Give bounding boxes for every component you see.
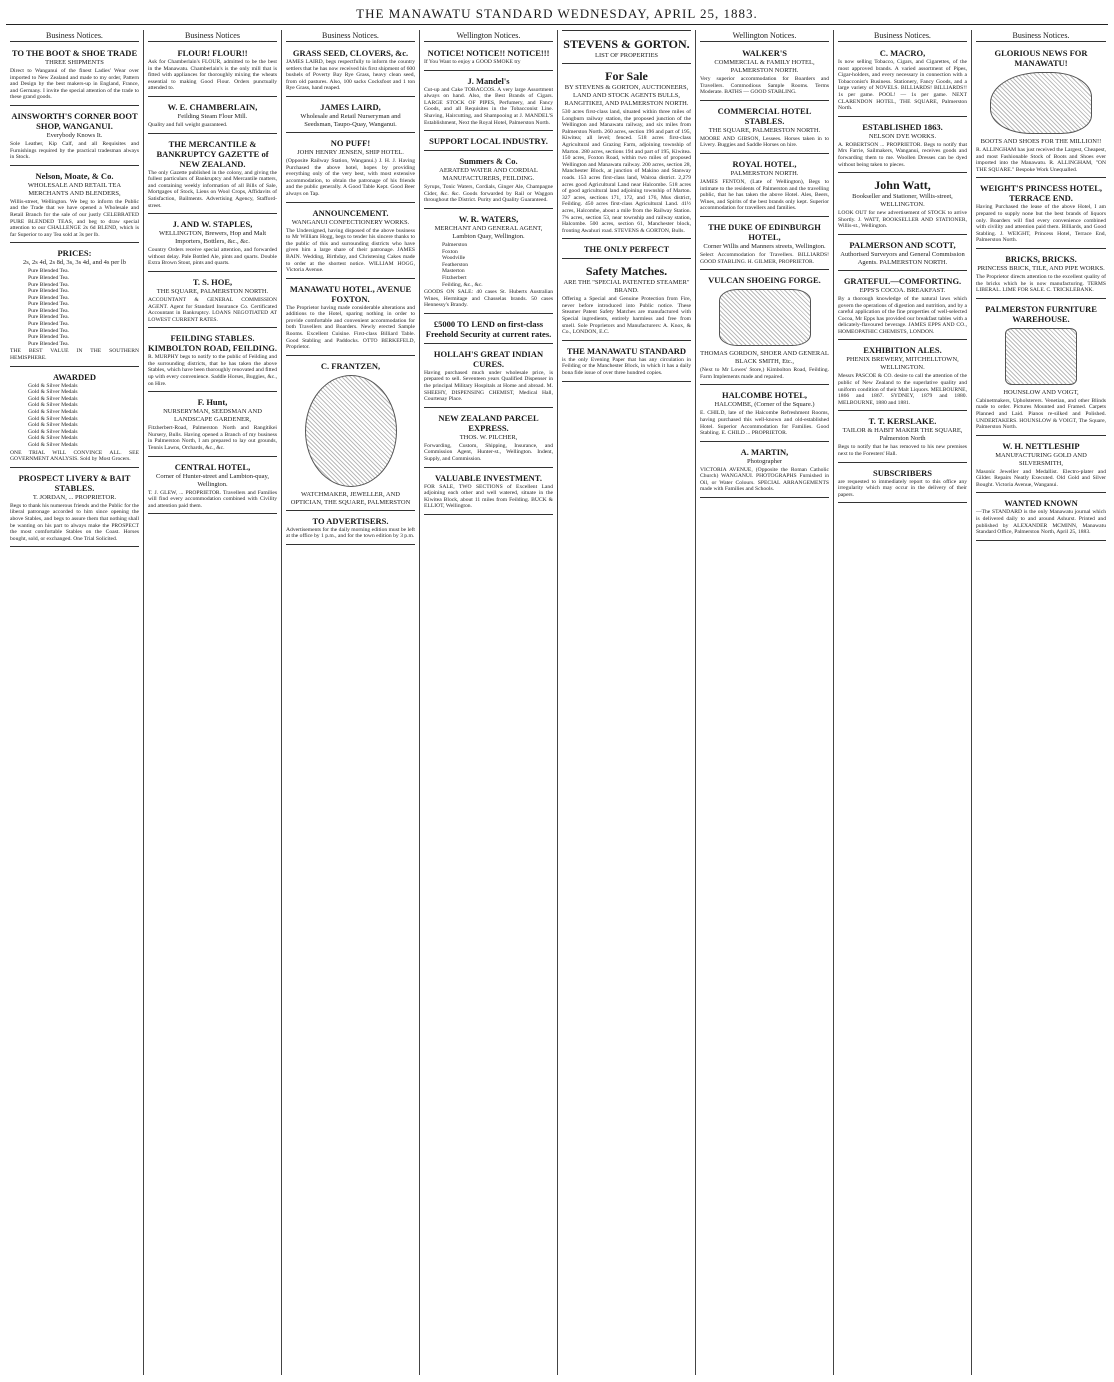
ad-subtitle: Feilding Steam Flour Mill.: [177, 112, 248, 120]
column-header: Business Notices.: [976, 30, 1106, 42]
ad-subtitle: PRINCESS BRICK, TILE, AND PIPE WORKS.: [977, 264, 1105, 272]
advertisement: [424, 316, 553, 344]
advertisement: [10, 45, 139, 106]
ad-body: 530 acres first-class land, situated within three miles of Longburn railway station, the proposed junction of the Wellington and Manawatu railway, and six miles from Palmerston North. 260 acres, section 196 and part of 195, Kiwitea; all level; fenced. 518 acres first-class Agricultural and Grazing Farm, adjoining township of Marton. 280 acres, sections 194 and part of 195, Kiwitea. 150 acres, Foxton Road, within two miles of proposed Wellington and Manawatu railway. 200 acres, section 28, Manchester Block, at junction of Makino and Stanway roads. 153 acres first-class land, Wairoa district. 2,279 acres good Agricultural Land near Halcombe. 518 acres of good agricultural land adjoining township of Marton. 327 acres, sections 171, 172, and 176, Mus district, Feilding. 450 acres first-class Agricultural Land. 41½ acres, Halcombe, about a mile from the Railway Station. 7¾ acres, section 53, near township and railway station, Halcombe. 500 acres, section 61, Manchester block, fronting Awahuri road. STEVENS & GORTON, Bulls.: [562, 109, 691, 234]
advertisement: [838, 175, 967, 235]
advertisement: [976, 45, 1106, 178]
advertisement: [286, 513, 415, 545]
list-item: Featherston: [442, 261, 469, 268]
ad-subtitle: THOS. W. PILCHER,: [459, 433, 518, 441]
ad-subtitle: BY STEVENS & GORTON, AUCTIONEERS, LAND AND STOCK AGENTS BULLS, RANGITIKEI, AND PALMERSTON NORTH.: [564, 84, 689, 107]
advertisement: [148, 45, 277, 97]
advertisement: [10, 168, 139, 244]
advertisement: [976, 251, 1106, 299]
list-item: Pure Blended Tea.: [28, 294, 69, 301]
advertisement: [10, 369, 139, 468]
advertisement: [10, 108, 139, 166]
advertisement: [838, 237, 967, 271]
ad-title: NOTICE! NOTICE!! NOTICE!!!: [427, 48, 550, 58]
ad-body: Select Accommodation for Travellers. BILLIARDS! GOOD STABLING. H. GILMER, PROPRIETOR.: [700, 251, 829, 265]
ad-title: A. MARTIN,: [740, 446, 789, 457]
ad-body: —The STANDARD is the only Manawatu journal which is delivered daily to and around Ashurst. Printed and published by ALEXANDER MCMINN, Manawatu Standard Office, Palmerston North, April 25, 1883.: [976, 509, 1106, 536]
ad-title: VALUABLE INVESTMENT.: [435, 472, 542, 483]
ad-title: COMMERCIAL HOTEL STABLES.: [717, 105, 812, 126]
advertisement: [424, 346, 553, 408]
ad-title: Summers & Co.: [459, 156, 518, 167]
ad-subtitle: NURSERYMAN, SEEDSMAN AND LANDSCAPE GARDENER,: [163, 408, 262, 424]
ad-body: R. ALLINGHAM has just received the Largest, Cheapest, and most Fashionable Stock of Boots and Shoes ever imported into the Manawatu. R. ALLINGHAM, "ON THE SQUARE." Bespoke Work Unequalled.: [976, 147, 1106, 173]
advertisement: [10, 470, 139, 548]
ad-title: J. Mandel's: [467, 75, 510, 86]
ad-body: Quality and full weight guaranteed.: [148, 121, 228, 128]
advertisement: [424, 45, 553, 71]
ad-subtitle: COMMERCIAL & FAMILY HOTEL, PALMERSTON NORTH.: [714, 59, 815, 74]
ad-body: Cut-up and Cake TOBACCOS. A very large Assortment always on hand. Also, the Best Brands of Cigars. LARGE STOCK OF PIPES, Perfumery, and Fancy Goods, and all Requisites in the Tobacconist Line. Shaving, Haircutting, and Shampooing at J. MANDEL'S Establishment, Next the Royal Hotel, Palmerston North.: [424, 86, 553, 126]
ad-body: If You Want to enjoy a GOOD SMOKE try: [424, 59, 521, 65]
ad-title: PRICES:: [57, 248, 92, 259]
ad-title: THE MERCANTILE & BANKRUPTCY GAZETTE of NEW ZEALAND.: [156, 138, 269, 169]
ad-title: For Sale: [605, 69, 648, 83]
advertisement: [148, 394, 277, 456]
ad-body: Offering a Special and Genuine Protection from Fire, never before introduced into Public notice. These Steamer Patent Safety Matches are manufactured with Special ingredients, entirely harmless and free from smell. Sole Proprietors and Manufacturers: A. Knox, & Co., LONDON, E.C.: [562, 296, 691, 336]
column-header: Wellington Notices.: [700, 30, 829, 42]
ad-subtitle: JOHN HENRY JENSEN, SHIP HOTEL.: [297, 148, 404, 156]
ad-subtitle: Photographer: [746, 457, 783, 465]
list-item: Pure Blended Tea.: [28, 288, 69, 295]
ad-title: W. R. WATERS,: [458, 213, 519, 224]
ad-body: ACCOUNTANT & GENERAL COMMISSION AGENT. Agent for Standard Insurance Co. Certificated Accountant in Bankruptcy. LOANS NEGOTIATED AT LOWEST CURRENT RATES.: [148, 296, 277, 323]
ad-title: GLORIOUS NEWS FOR MANAWATU!: [994, 48, 1088, 68]
ad-list: [28, 383, 139, 449]
ad-subtitle: ARE THE "SPECIAL PATENTED STEAMER" BRAND.: [563, 279, 690, 295]
ad-subtitle: THE SQUARE, PALMERSTON NORTH.: [708, 126, 821, 134]
ad-body: Is now selling Tobacco, Cigars, and Cigarettes, of the most approved brands. A varied assortment of Pipes, Cigar-holders, and every necessary in connection with a Tobacconist's Business. Stationery, Fancy Goods, and a large variety of NOVELS. BILLIARDS! BILLIARDS!! 1s per game. POOL! — 1s per game. NEXT CLARENDON HOTEL, THE SQUARE, Palmerston North.: [838, 59, 967, 112]
ad-body: LOOK OUT for new advertisement of STOCK to arrive Shortly. J. WATT, BOOKSELLER AND STATIONER, Willis-st., Wellington.: [838, 210, 967, 230]
ad-title: FLOUR! FLOUR!!: [177, 48, 248, 58]
ad-title: NO PUFF!: [330, 137, 371, 148]
advertisement: [10, 245, 139, 366]
ad-subtitle: THREE SHIPMENTS: [45, 59, 104, 66]
ad-subtitle: THOMAS GORDON, SHOER AND GENERAL BLACK SMITH, Etc.,: [700, 350, 829, 366]
ad-title: TO THE BOOT & SHOE TRADE: [11, 48, 138, 58]
list-item: Gold & Silver Medals: [28, 409, 78, 415]
advertisement: [148, 274, 277, 328]
ad-title: THE DUKE OF EDINBURGH HOTEL,: [708, 221, 821, 242]
ad-title: GRATEFUL—COMFORTING.: [843, 275, 962, 286]
ad-body: The Proprietor directs attention to the excellent quality of the bricks which he is now manufacturing. TERMS LIBERAL. LIME FOR SALE. C. TRICKLEBANK.: [976, 273, 1106, 294]
ad-subtitle: WATCHMAKER, JEWELLER, AND OPTICIAN, THE SQUARE, PALMERSTON: [290, 490, 411, 506]
ad-body: (Next to Mr Lowes' Store,) Kimbolton Road, Feilding. Farm Implements made and repaired.: [700, 367, 829, 380]
ad-title: STEVENS & GORTON.: [563, 37, 690, 51]
advertisement: [424, 410, 553, 468]
list-item: Gold & Silver Medals: [28, 389, 78, 396]
advertisement: [286, 358, 415, 511]
ad-subtitle: BOOTS AND SHOES FOR THE MILLION!!: [980, 138, 1102, 145]
ad-title: C. FRANTZEN,: [320, 360, 381, 371]
list-item: Pure Blended Tea.: [28, 307, 69, 314]
list-item: Gold & Silver Medals: [28, 422, 78, 429]
ad-body: MOORE AND GIBSON, Lessees. Horses taken in to Livery. Buggies and Saddle Horses on hire.: [700, 135, 829, 149]
ad-title: W. H. NETTLESHIP: [1002, 440, 1080, 451]
advertisement: [424, 133, 553, 151]
column-4: [420, 30, 558, 1375]
ad-body: JAMES FENTON, (Late of Wellington), Begs to intimate to the residents of Palmerston and the travelling public, that he has taken the above Hotel. Ales, Beers, Wines, and Spirits of the best brands only kept. Superior accommodation for travellers and families.: [700, 178, 829, 212]
ad-title: T. S. HOE,: [192, 276, 233, 287]
advertisement: [976, 495, 1106, 540]
ad-title: PALMERSTON FURNITURE WAREHOUSE.: [985, 303, 1097, 324]
ad-subtitle: HOUNSLOW AND VOIGT,: [1003, 388, 1079, 396]
newspaper-page: [6, 30, 1108, 1375]
ad-body: The Undersigned, having disposed of the above business to Mr William Hogg, begs to tender his sincere thanks to the public of this and surrounding districts who have given him a large share of their patronage. JAMES BAIN. Wedding, Birthday, and Christening Cakes made to order at the shortest notice. WILLIAM HOGG, Victoria Avenue.: [286, 227, 415, 274]
ad-title: WALKER'S: [742, 48, 787, 58]
ad-title: THE ONLY PERFECT: [583, 244, 670, 255]
ad-title: EXHIBITION ALES.: [863, 345, 942, 356]
list-item: Pure Blended Tea.: [28, 268, 69, 275]
list-item: Pure Blended Tea.: [28, 321, 69, 328]
advertisement: [562, 343, 691, 382]
column-1: [6, 30, 144, 1375]
list-item: Pure Blended Tea.: [28, 334, 69, 341]
ad-body: Forwarding, Custom, Shipping, Insurance, and Commission Agent, Hunter-st., Wellington. Indent, Supply, and Commission.: [424, 442, 553, 463]
ad-body: Fitzherbert-Road, Palmerston North and Rangitikei Nursery, Bulls. Having opened a Branch of my business in Palmerston North, I am prepared to lay out grounds, Tennis Lawns, Orchards, &c., &c.: [148, 425, 277, 452]
ad-body: Begs to notify that he has removed to his new premises next to the Foresters' Hall.: [838, 444, 967, 458]
advertisement: [562, 241, 691, 259]
list-item: Pure Blended Tea.: [28, 327, 69, 334]
advertisement: [700, 156, 829, 217]
ad-body: Masonic Jeweller and Medallist. Electro-plater and Gilder. Repairs Neatly Executed. Old Gold and Silver Bought. Victoria Avenue, Wanganui.: [976, 468, 1106, 488]
ad-subtitle: Corner of Hunter-street and Lambton-quay, Wellington.: [156, 472, 269, 488]
column-header: [562, 30, 691, 31]
ad-body: Syrups, Tonic Waters, Cordials, Ginger Ale, Champagne Cider, &c. &c. Goods forwarded by Rail or Waggon throughout the District. Purity and Quality Guaranteed.: [424, 184, 553, 204]
advertisement: [286, 205, 415, 279]
ad-body: Messrs PASCOE & CO. desire to call the attention of the public of New Zealand to the superlative quality and uniform condition of their Malt Liquors. MELBOURNE, 1866 and 1867. SYDNEY, 1879 and 1880. MELBOURNE, 1880 and 1881.: [838, 373, 967, 406]
column-6: [696, 30, 834, 1375]
ad-title: C. MACRO,: [879, 48, 926, 58]
advertisement: [976, 438, 1106, 494]
masthead-rule: [6, 24, 1108, 25]
ad-body: A. ROBERTSON ... PROPRIETOR. Begs to notify that Mrs Farrie, Sailmakers, Wanganui, receives goods and forwarding them to me. Woollen Dresses can be dyed without being taken to pieces.: [838, 141, 967, 168]
ad-title: GRASS SEED, CLOVERS, &c.: [292, 48, 409, 58]
advertisement: [562, 261, 691, 341]
advertisement: [148, 459, 277, 515]
advertisement: [424, 211, 553, 314]
ad-body: Having purchased much under wholesale price, is prepared to sell. Seventeen years Qualified Dispenser in the principal Military Hospitals at Home and abroad. M. SHEEHY, DISPENSING CHEMIST, Medical Hall, Courtenay Place.: [424, 369, 553, 403]
advertisement: [562, 66, 691, 239]
ad-subtitle: Everybody Knows It.: [46, 131, 103, 139]
ad-title: JAMES LAIRD,: [320, 101, 381, 112]
ad-title: WANTED KNOWN: [1004, 498, 1078, 509]
list-item: Pure Blended Tea.: [28, 274, 69, 281]
ad-title: TO ADVERTISERS.: [312, 515, 389, 526]
list-item: Pure Blended Tea.: [28, 314, 69, 321]
ad-title: PROSPECT LIVERY & BAIT STABLES.: [18, 472, 131, 493]
ad-subtitle: PALMERSTON NORTH.: [730, 169, 799, 177]
ad-title: SUBSCRIBERS: [872, 467, 933, 478]
list-item: Gold & Silver Medals: [28, 382, 78, 389]
ad-title: BRICKS, BRICKS.: [1005, 253, 1077, 264]
ad-title: £5000 TO LEND on first-class Freehold Security at current rates.: [425, 318, 552, 339]
ad-list: [28, 268, 139, 347]
advertisement: [838, 119, 967, 173]
ad-title: SUPPORT LOCAL INDUSTRY.: [429, 136, 548, 147]
column-header: Business Notices: [148, 30, 277, 42]
advertisement: [838, 413, 967, 462]
advertisement: [424, 470, 553, 515]
ad-title: ANNOUNCEMENT.: [312, 207, 389, 218]
advertisement: [976, 180, 1106, 249]
ad-subtitle: WHOLESALE AND RETAIL TEA MERCHANTS AND BLENDERS,: [27, 181, 122, 197]
ad-body: FOR SALE, TWO SECTIONS of Excellent Land adjoining each other and well watered, situate in the Kiwitea Block, about 11 miles from Feilding. BUCK & ELLIOT, Wellington.: [424, 483, 553, 510]
chair-engraving-icon: [1005, 328, 1077, 385]
ad-subtitle: Authorised Surveyors and General Commission Agents. PALMERSTON NORTH.: [840, 250, 965, 266]
ad-subtitle: Wholesale and Retail Nurseryman and Seedsman, Taupo-Quay, Wanganui.: [300, 112, 401, 128]
advertisement: [700, 444, 829, 498]
advertisement: [700, 103, 829, 154]
ad-subtitle: THE SQUARE, PALMERSTON NORTH.: [156, 287, 269, 295]
column-2: [144, 30, 282, 1375]
ad-subtitle: WANGANUI CONFECTIONERY WORKS.: [291, 218, 410, 226]
advertisement: [976, 301, 1106, 436]
advertisement: [700, 387, 829, 441]
ad-list: [442, 242, 553, 288]
advertisement: [700, 45, 829, 101]
ad-title: WEIGHT'S PRINCESS HOTEL, TERRACE END.: [979, 183, 1103, 204]
ad-body: Direct to Wanganui of the finest Ladies' Wear over imported to New Zealand and made to my order, Pattern and Design by the best makers-up in England, France, and Germany. I invite the special attention of the trade to these grand goods.: [10, 68, 139, 101]
ad-subtitle: PHENIX BREWERY, MITCHELLTOWN, WELLINGTON.: [846, 356, 959, 372]
ad-subtitle: MANUFACTURING GOLD AND SILVERSMITH,: [995, 451, 1087, 467]
list-item: Gold & Silver Medals: [28, 402, 78, 409]
column-5: [558, 30, 696, 1375]
list-item: Palmerston: [442, 241, 468, 248]
watch-engraving-icon: [305, 375, 397, 487]
ad-subtitle: LIST OF PROPERTIES: [594, 52, 659, 59]
ad-body: is the only Evening Paper that has any circulation in Feilding or the Manchester Block, in which it has a daily bona fide issue of over three hundred copies.: [562, 356, 691, 377]
ad-title: Safety Matches.: [585, 264, 668, 279]
ad-body: Sole Leather, Kip Calf, and all Requisites and Furnishings required by the practical tradesman always in Stock.: [10, 140, 139, 161]
ad-subtitle: EPPS'S COCOA. BREAKFAST.: [859, 286, 946, 294]
ad-title: NEW ZEALAND PARCEL EXPRESS.: [438, 412, 539, 433]
newspaper-masthead: THE MANAWATU STANDARD WEDNESDAY, APRIL 25, 1883.: [356, 6, 758, 21]
column-7: [834, 30, 972, 1375]
ad-title: CENTRAL HOTEL,: [174, 461, 251, 472]
advertisement: [286, 135, 415, 203]
ad-title: ESTABLISHED 1863.: [862, 121, 943, 132]
horse-engraving-icon: [719, 289, 811, 346]
ad-title: HALCOMBE HOTEL,: [721, 390, 807, 401]
list-item: Pure Blended Tea.: [28, 281, 69, 288]
ad-body: JAMES LAIRD, begs respectfully to inform the country settlers that he has now received his first shipment of 600 bushels of Poverty Bay Rye Grass, heavy clean seed, from old pastures. Also, 100 sacks Cocksfoot and 1 ton Rye Grass, hand reaped.: [286, 59, 415, 92]
ad-title: FEILDING STABLES. KIMBOLTON ROAD, FEILDING.: [148, 333, 277, 354]
advertisement: [838, 45, 967, 117]
ad-body: VICTORIA AVENUE, (Opposite the Roman Catholic Church) WANGANUI. PHOTOGRAPHS Furnished in Oil, or Water Colours. SPECIAL ARRANGEMENTS made with Families and Schools.: [700, 466, 829, 493]
advertisement: [148, 216, 277, 272]
ad-body: T. J. GLEW, ... PROPRIETOR. Travellers and Families will find every accommodation combined with Civility and attention paid them.: [148, 489, 277, 509]
ad-subtitle: NELSON DYE WORKS.: [868, 132, 937, 140]
list-item: Gold & Silver Medals: [28, 441, 78, 448]
list-item: Foxton: [442, 248, 458, 255]
advertisement: [286, 45, 415, 97]
ad-body: GOODS ON SALE: 40 cases St. Huberts Australian Wines, Hermitage and Chasselas brands. 50 cases Hennessy's Brandy.: [424, 289, 553, 309]
ad-title: John Watt,: [874, 178, 931, 193]
ad-body: The only Gazette published in the colony, and giving the fullest particulars of Bankruptcy and Mercantile matters, and containing weekly information of all Bills of Sale, Mortgages of Stock, Liens on Wool Crops, Affidavits of Satisfaction, Bailments. Advertising Agency, Stafford-street.: [148, 169, 277, 209]
ad-body: Ask for Chamberlain's FLOUR, admitted to be the best in the Manawatu. Chamberlain's is the only mill that is fitted with appliances for thoroughly mixing the wheats essential to making Good Flour. Orders punctually attended to.: [148, 59, 277, 92]
ad-subtitle: AERATED WATER AND CORDIAL MANUFACTURERS, FEILDING.: [439, 167, 538, 183]
advertisement: [838, 465, 967, 504]
ad-body: Advertisements for the daily morning edition must be left at the office by 1 p.m., and for the town edition by 3 p.m.: [286, 526, 415, 540]
ad-title: ROYAL HOTEL,: [732, 158, 797, 169]
ad-body: By a thorough knowledge of the natural laws which govern the operations of digestion and nutrition, and by a careful application of the fine properties of well-selected Cocoa, Mr Epps has provided our breakfast tables with a delicately-flavoured beverage. JAMES EPPS AND CO., HOMEOPATHIC CHEMISTS, LONDON.: [838, 295, 967, 335]
ad-title: Nelson, Moate, & Co.: [35, 170, 114, 181]
ad-title: VULCAN SHOEING FORGE.: [708, 275, 821, 286]
ad-body: Very superior accommodation for Boarders and Travellers. Commodious Sample Rooms. Terms Moderate. BATHS — GOOD STABLING.: [700, 76, 829, 96]
ad-body: THE BEST VALUE IN THE SOUTHERN HEMISPHERE.: [10, 348, 139, 362]
ad-body: Cabinetmakers, Upholsterers. Venetian, and other Blinds made to order. Pictures Mounted and Framed. Carpets Planned and Laid. Pianos re-silked and Polished. UNDERTAKERS. HOUNSLOW & VOIGT, The Square, Palmerston North.: [976, 397, 1106, 431]
ad-body: Willis-street, Wellington. We beg to inform the Public and the Trade that we have opened a Wholesale and Retail Branch for the sale of our justly CELEBRATED PURE BLENDED TEAS, and beg to draw special attention to our CHALLENGE 2s 6d BLEND, which is far Superior to any Tea sold at 3s per lb.: [10, 198, 139, 238]
ad-title: W. E. CHAMBERLAIN,: [167, 101, 258, 112]
column-header: Business Notices.: [838, 30, 967, 42]
ad-subtitle: MERCHANT AND GENERAL AGENT, Lambton Quay, Wellington.: [434, 224, 543, 240]
list-item: Masterton: [442, 268, 465, 275]
ad-body: Having Purchased the lease of the above Hotel, I am prepared to supply none but the best brands of liquors only. Boarders will find every convenience combined with civility and attention paid them. Billiards, and Good Stabling. J. WEIGHT, Princess Hotel, Terrace End, Palmerston North.: [976, 204, 1106, 244]
ad-title: HOLLAH'S GREAT INDIAN CURES.: [433, 348, 544, 369]
advertisement: [424, 153, 553, 209]
ad-body: R. MURPHY begs to notify to the public of Feilding and the surrounding districts, that he has taken the above Stables, which have been thoroughly renovated and fitted up with every convenience. Saddle Horses, Buggies, &c., on Hire.: [148, 354, 277, 387]
ad-subtitle: T. JORDAN, ... PROPRIETOR.: [32, 493, 117, 501]
ad-body: Begs to thank his numerous friends and the Public for the liberal patronage accorded to him since opening the above Stables, and begs to assure them that nothing shall be wanting on his part to always make the PROSPECT the most comfortable Stables on the Coast. Horses bought, sold, or exchanged. One Trial Solicited.: [10, 502, 139, 542]
advertisement: [286, 99, 415, 133]
ad-title: F. Hunt,: [197, 397, 228, 408]
list-item: Gold & Silver Medals: [28, 435, 78, 442]
ad-body: The Proprietor having made considerable alterations and additions to the Hotel, sparing nothing in order to provide comfortable and convenient accommodation for both Travellers and Boarders. Newly erected Sample Rooms. Excellent Cuisine. First-class Billiard Table. Good Stabling and Paddocks. OTTO BERKEFELD, Proprietor.: [286, 304, 415, 351]
ad-subtitle: Corner Willis and Manners streets, Wellington.: [703, 242, 826, 250]
ad-body: E. CHILD, late of the Halcombe Refreshment Rooms, having purchased this well-known and old-established Hotel. Superior Accommodation for Families. Good Stabling. E. CHILD ... PROPRIETOR.: [700, 410, 829, 437]
ad-title: MANAWATU HOTEL, AVENUE FOXTON.: [289, 283, 412, 304]
list-item: Gold & Silver Medals: [28, 428, 78, 435]
ad-subtitle: HALCOMBE, (Corner of the Square.): [714, 401, 815, 409]
list-item: Pure Blended Tea.: [28, 301, 69, 308]
advertisement: [838, 342, 967, 411]
advertisement: [700, 272, 829, 385]
ad-title: J. AND W. STAPLES,: [172, 219, 253, 230]
list-item: Fitzherbert: [442, 274, 467, 281]
advertisement: [424, 73, 553, 132]
advertisement: [700, 219, 829, 270]
ad-title: AINSWORTH'S CORNER BOOT SHOP, WANGANUI.: [11, 110, 138, 131]
ad-title: THE MANAWATU STANDARD: [566, 345, 687, 356]
advertisement: [562, 34, 691, 64]
ad-title: AWARDED: [53, 371, 96, 382]
ad-subtitle: 2s, 2s 4d, 2s 8d, 3s, 3s 4d, and 4s per lb: [23, 259, 126, 267]
list-item: Pure Blended Tea.: [28, 340, 69, 347]
advertisement: [286, 281, 415, 356]
ad-body: are requested to immediately report to this office any irregularity which may occur in the delivery of their papers.: [838, 478, 967, 498]
ad-subtitle: WELLINGTON, Brewers, Hop and Malt Importers, Bottlers, &c., &c.: [158, 230, 267, 246]
ad-subtitle: Bookseller and Stationer, Willis-street, WELLINGTON.: [852, 193, 953, 209]
ad-body: Country Orders receive special attention, and forwarded without delay. Pale Bottled Ale, pints and quarts. Double Extra Brown Stout, pints and quarts.: [148, 247, 277, 267]
advertisement: [148, 99, 277, 134]
advertisement: [148, 136, 277, 215]
advertisement: [838, 273, 967, 341]
ad-title: PALMERSON AND SCOTT,: [849, 239, 956, 250]
advertisement: [148, 330, 277, 392]
shoe-engraving-icon: [990, 72, 1092, 134]
column-header: Wellington Notices.: [424, 30, 553, 42]
column-header: Business Notices.: [10, 30, 139, 42]
column-header: Business Notices.: [286, 30, 415, 42]
ad-title: T. T. KERSLAKE.: [868, 416, 937, 427]
ad-body: ONE TRIAL WILL CONVINCE ALL. SEE GOVERNMENT ANALYSIS. Sold by Most Grocers.: [10, 449, 139, 463]
ad-subtitle: TAILOR & HABIT MAKER THE SQUARE, Palmerston North: [842, 427, 963, 443]
list-item: Feilding, &c., &c.: [442, 281, 483, 288]
column-8: [972, 30, 1110, 1375]
ad-body: (Opposite Railway Station, Wanganui.) J. H. J. Having Purchased the above hotel, hopes by providing everything only of the very best, with most extensive accommodation, to obtain the patronage of his friends and the public generally. A Good Table Kept. Good Beer always on Tap.: [286, 157, 415, 197]
list-item: Woodville: [442, 255, 466, 262]
column-3: [282, 30, 420, 1375]
list-item: Gold & Silver Medals: [28, 395, 78, 402]
list-item: Gold & Silver Medals: [28, 415, 78, 422]
